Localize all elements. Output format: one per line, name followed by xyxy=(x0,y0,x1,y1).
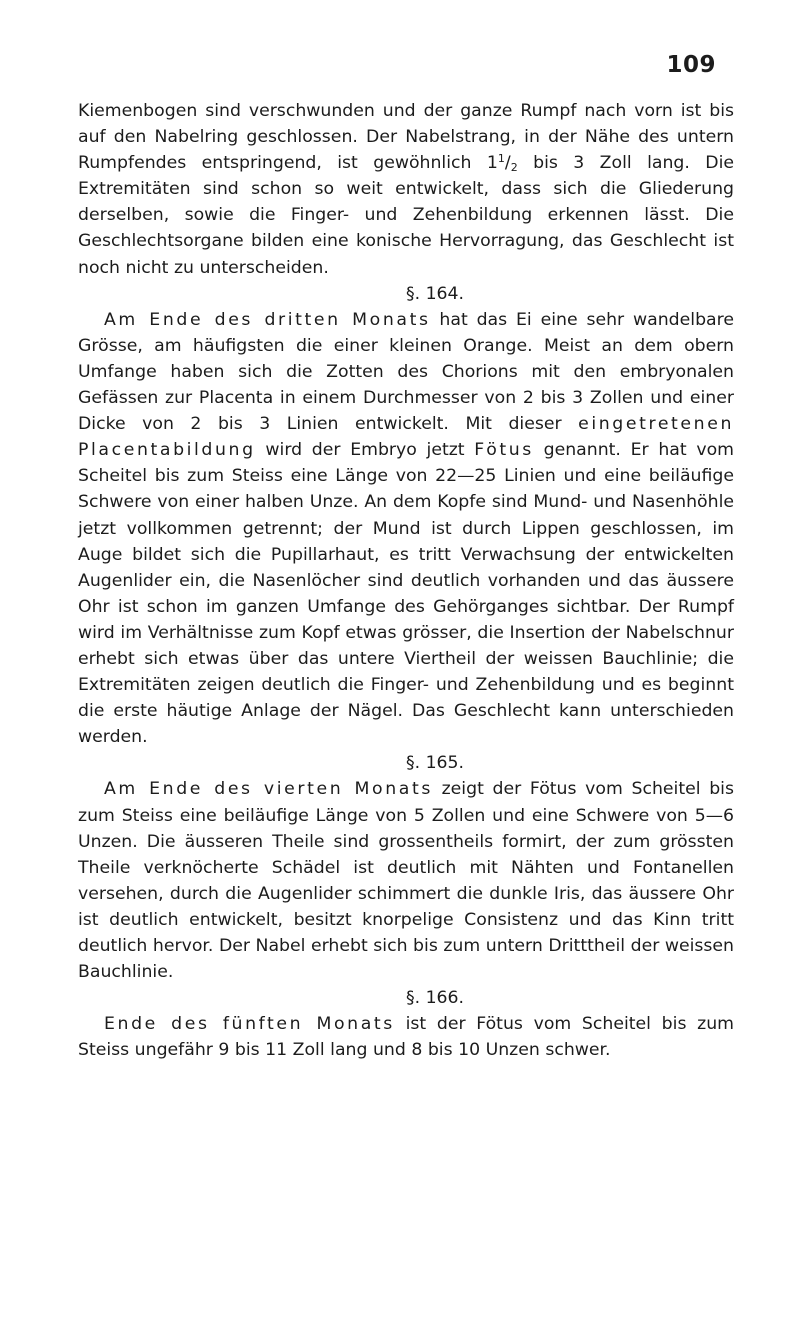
paragraph-text: bis 3 Zoll lang. Die Extremitäten sind schon so weit entwickelt, dass sich die Gliederung derselben, sowie die Finger- und Zehenbildung erkennen lässt. Die Geschlechtsorgane bilden eine konische Hervorragung, das Geschlecht ist noch nicht zu unterscheiden. xyxy=(78,153,735,278)
paragraph-164 xyxy=(78,307,734,751)
paragraph-text: zeigt der Fötus vom Scheitel bis zum Steiss eine beiläufige Länge von 5 Zollen und eine Schwere von 5—6 Unzen. Die äusseren Theile sind grossentheils formirt, der zum grössten Theile verknöcherte Schädel ist deutlich mit Nähten und Fontanellen versehen, durch die Augenlider schimmert die dunkle Iris, das äussere Ohr ist deutlich entwickelt, besitzt knorpelige Consistenz und das Kinn tritt deutlich hervor. Der Nabel erhebt sich bis zum untern Dritttheil der weissen Bauchlinie. xyxy=(78,779,734,983)
section-heading-164: §. 164. xyxy=(405,283,465,304)
fraction-numerator: 1 xyxy=(497,152,505,166)
paragraph-165 xyxy=(78,776,734,985)
spaced-emphasis: Am Ende des dritten Monats xyxy=(104,309,431,330)
body-text xyxy=(78,98,734,1063)
spaced-emphasis: Fötus xyxy=(474,440,534,461)
paragraph-intro xyxy=(78,98,734,281)
paragraph-166 xyxy=(78,1011,734,1063)
spaced-emphasis: eingetretenen Placentabildung xyxy=(78,414,734,461)
fraction-denominator: 2 xyxy=(510,161,518,175)
fraction: $^1/_2$ xyxy=(497,152,518,175)
paragraph-text: wird der Embryo jetzt xyxy=(255,440,475,461)
paragraph-text: Kiemenbogen sind verschwunden und der ganze Rumpf nach vorn ist bis auf den Nabelring geschlossen. Der Nabelstrang, in der Nähe des untern Rumpfendes entspringend, ist gewöhnlich 1 xyxy=(78,101,734,174)
paragraph-text: hat das Ei eine sehr wandelbare Grösse, am häufigsten die einer kleinen Orange. Meist an dem obern Umfange haben sich die Zotten des Chorions mit den embryonalen Gefässen zur Placenta in einem Durchmesser von 2 bis 3 Zollen und einer Dicke von 2 bis 3 Linien entwickelt. Mit dieser xyxy=(78,309,734,435)
section-heading-165: §. 165. xyxy=(405,753,465,774)
spaced-emphasis: Ende des fünften Monats xyxy=(104,1014,395,1035)
spaced-emphasis: Am Ende des vierten Monats xyxy=(104,779,433,800)
paragraph-text: genannt. Er hat vom Scheitel bis zum Steiss eine Länge von 22—25 Linien und eine beiläufige Schwere von einer halben Unze. An dem Kopfe sind Mund- und Nasenhöhle jetzt vollkommen getrennt; der Mund ist durch Lippen geschlossen, im Auge bildet sich die Pupillarhaut, es tritt Verwachsung der entwickelten Augenlider ein, die Nasenlöcher sind deutlich vorhanden und das äussere Ohr ist schon im ganzen Umfange des Gehörganges sichtbar. Der Rumpf wird im Verhältnisse zum Kopf etwas grösser, die Insertion der Nabelschnur erhebt sich etwas über das untere Viertheil der weissen Bauchlinie; die Extremitäten zeigen deutlich die Finger- und Zehenbildung und es beginnt die erste häutige Anlage der Nägel. Das Geschlecht kann unterschieden werden. xyxy=(78,440,734,748)
page-number: 109 xyxy=(666,52,716,78)
paragraph-text: ist der Fötus vom Scheitel bis zum Steiss ungefähr 9 bis 11 Zoll lang und 8 bis 10 Unzen schwer. xyxy=(78,1014,735,1061)
section-heading-166: §. 166. xyxy=(405,988,465,1009)
